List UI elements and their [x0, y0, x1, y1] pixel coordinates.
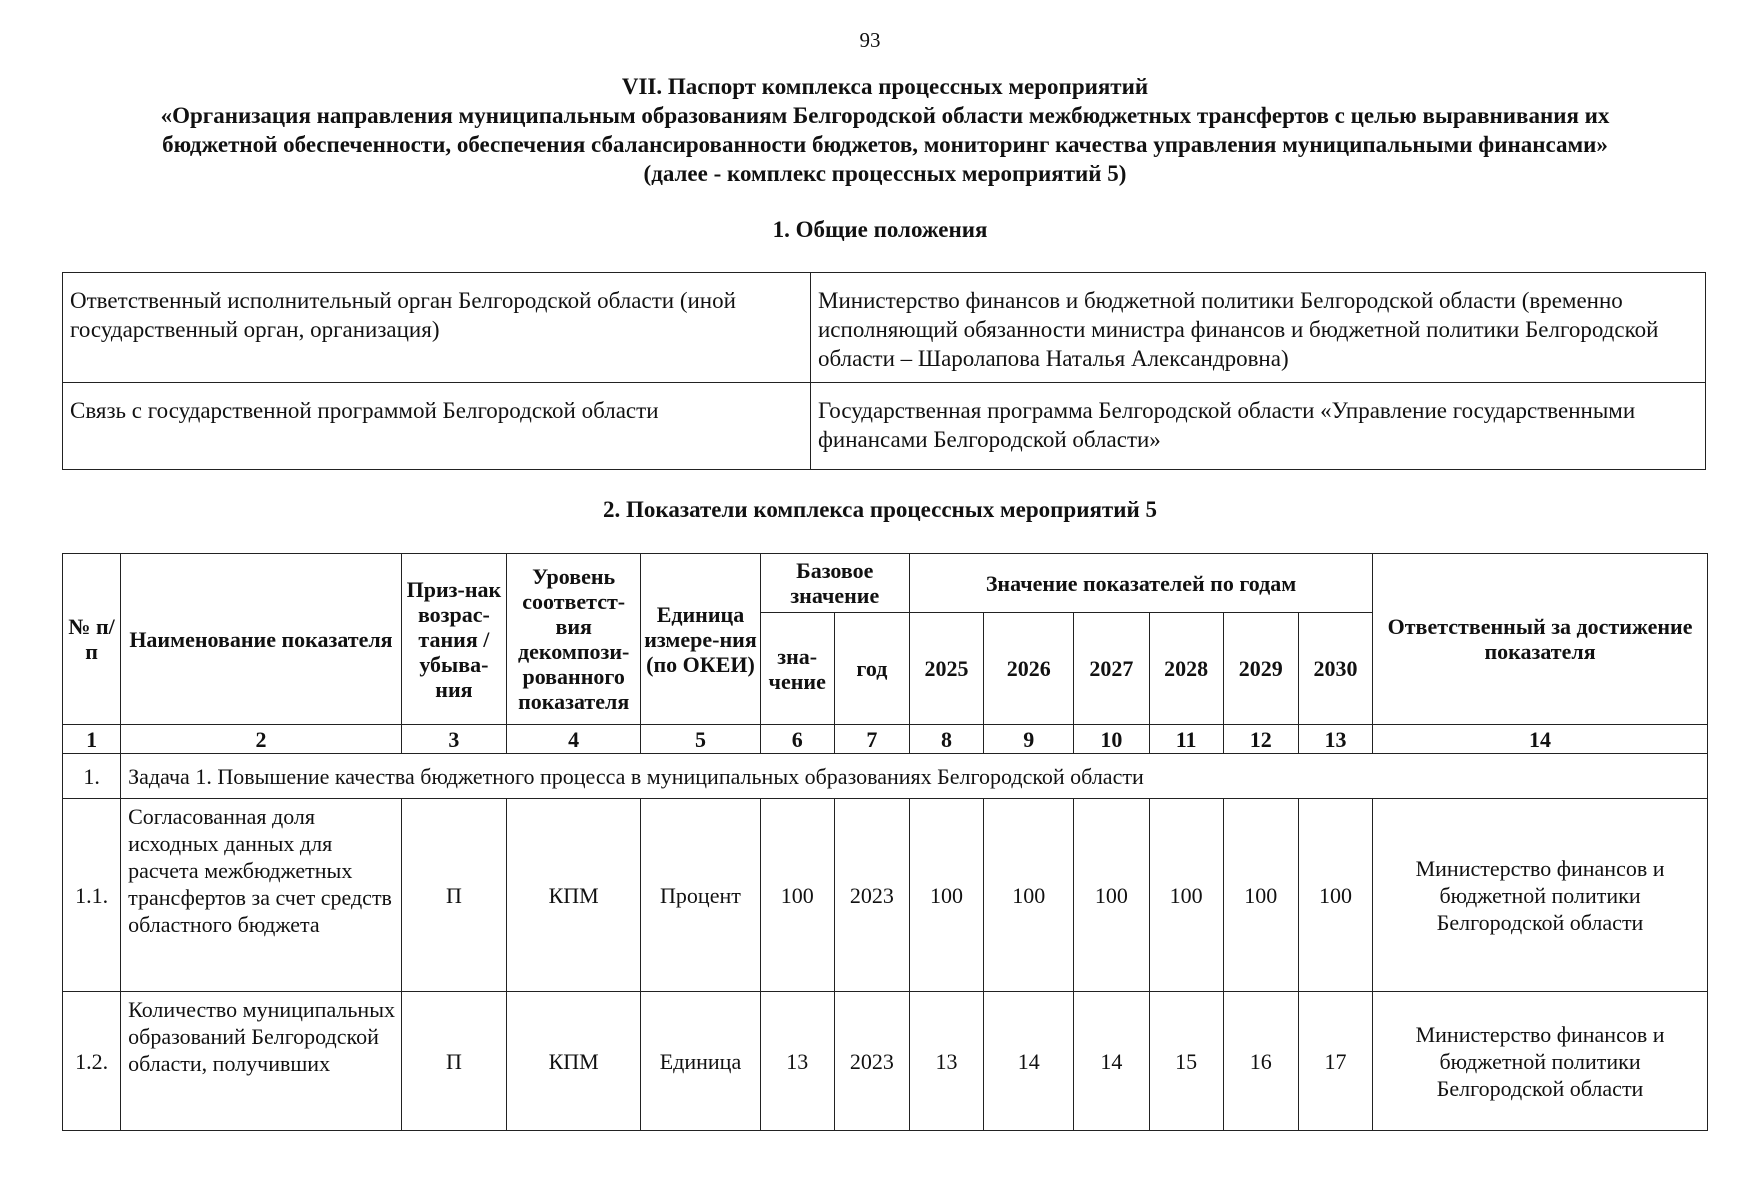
row-sign: П [401, 799, 506, 992]
header-year: 2029 [1223, 613, 1298, 725]
title-line-1: VII. Паспорт комплекса процессных мероприятий [621, 74, 1149, 99]
row-name: Согласованная доля исходных данных для расчета межбюджетных трансфертов за счет средств областного бюджета [121, 799, 402, 992]
task-row [63, 754, 1708, 799]
section1-heading: 1. Общие положения [772, 217, 988, 242]
table-cell: Министерство финансов и бюджетной политики Белгородской области (временно исполняющий обязанности министра финансов и бюджетной политики Белгородской области – Шаролапова Наталья Александровна) [811, 273, 1706, 383]
header-years-group: Значение показателей по годам [909, 554, 1372, 613]
document-title [40, 72, 1730, 188]
table-cell: Государственная программа Белгородской области «Управление государственными финансами Белгородской области» [811, 383, 1706, 470]
row-value: 13 [909, 992, 983, 1131]
row-base-value: 100 [760, 799, 834, 992]
row-value: 100 [1149, 799, 1223, 992]
row-value: 100 [1298, 799, 1372, 992]
page-number: 93 [859, 28, 881, 52]
header-year: 2027 [1074, 613, 1149, 725]
column-number: 12 [1223, 725, 1298, 754]
column-number: 2 [121, 725, 402, 754]
row-value: 100 [984, 799, 1074, 992]
header-year: 2028 [1149, 613, 1223, 725]
header-responsible: Ответственный за достижение показателя [1373, 554, 1708, 725]
row-value: 100 [1074, 799, 1149, 992]
general-provisions-table [62, 272, 1706, 470]
row-value: 14 [1074, 992, 1149, 1131]
header-num: № п/п [63, 554, 121, 725]
table-cell: Связь с государственной программой Белгородской области [63, 383, 811, 470]
column-number: 10 [1074, 725, 1149, 754]
task-num: 1. [63, 754, 121, 799]
row-responsible: Министерство финансов и бюджетной политики Белгородской области [1373, 992, 1708, 1131]
table-cell: Ответственный исполнительный орган Белгородской области (иной государственный орган, организация) [63, 273, 811, 383]
column-number: 5 [641, 725, 760, 754]
column-number-row [63, 725, 1708, 754]
row-value: 14 [984, 992, 1074, 1131]
column-number: 9 [984, 725, 1074, 754]
row-num: 1.2. [63, 992, 121, 1131]
header-year: 2026 [984, 613, 1074, 725]
header-base-value: зна-чение [760, 613, 834, 725]
table-row [63, 273, 1706, 383]
column-number: 6 [760, 725, 834, 754]
row-base-value: 13 [760, 992, 834, 1131]
row-unit: Процент [641, 799, 760, 992]
column-number: 3 [401, 725, 506, 754]
row-sign: П [401, 992, 506, 1131]
header-year: 2025 [909, 613, 983, 725]
row-name: Количество муниципальных образований Белгородской области, получивших [121, 992, 402, 1131]
task-text: Задача 1. Повышение качества бюджетного процесса в муниципальных образованиях Белгородской области [121, 754, 1708, 799]
indicators-table [62, 553, 1708, 1131]
column-number: 7 [834, 725, 909, 754]
row-unit: Единица [641, 992, 760, 1131]
column-number: 4 [507, 725, 641, 754]
table-row [63, 383, 1706, 470]
column-number: 8 [909, 725, 983, 754]
table-row [63, 799, 1708, 992]
column-number: 13 [1298, 725, 1372, 754]
header-row [63, 554, 1708, 613]
row-level: КПМ [507, 992, 641, 1131]
row-base-year: 2023 [834, 992, 909, 1131]
header-level: Уровень соответст-вия декомпози-рованного показателя [507, 554, 641, 725]
row-value: 16 [1223, 992, 1298, 1131]
header-base-year: год [834, 613, 909, 725]
row-num: 1.1. [63, 799, 121, 992]
title-line-4: (далее - комплекс процессных мероприятий 5) [643, 161, 1127, 186]
section2-heading: 2. Показатели комплекса процессных мероприятий 5 [603, 497, 1157, 522]
row-value: 100 [1223, 799, 1298, 992]
row-level: КПМ [507, 799, 641, 992]
header-unit: Единица измере-ния (по ОКЕИ) [641, 554, 760, 725]
header-year: 2030 [1298, 613, 1372, 725]
row-value: 100 [909, 799, 983, 992]
row-responsible: Министерство финансов и бюджетной политики Белгородской области [1373, 799, 1708, 992]
header-name: Наименование показателя [121, 554, 402, 725]
header-base: Базовое значение [760, 554, 909, 613]
header-sign: Приз-нак возрас-тания / убыва-ния [401, 554, 506, 725]
column-number: 11 [1149, 725, 1223, 754]
column-number: 14 [1373, 725, 1708, 754]
row-value: 17 [1298, 992, 1372, 1131]
title-line-3: бюджетной обеспеченности, обеспечения сбалансированности бюджетов, мониторинг качества управления муниципальными финансами» [162, 132, 1608, 157]
row-value: 15 [1149, 992, 1223, 1131]
title-line-2: «Организация направления муниципальным образованиям Белгородской области межбюджетных трансфертов с целью выравнивания их [160, 103, 1610, 128]
table-row [63, 992, 1708, 1131]
column-number: 1 [63, 725, 121, 754]
row-base-year: 2023 [834, 799, 909, 992]
